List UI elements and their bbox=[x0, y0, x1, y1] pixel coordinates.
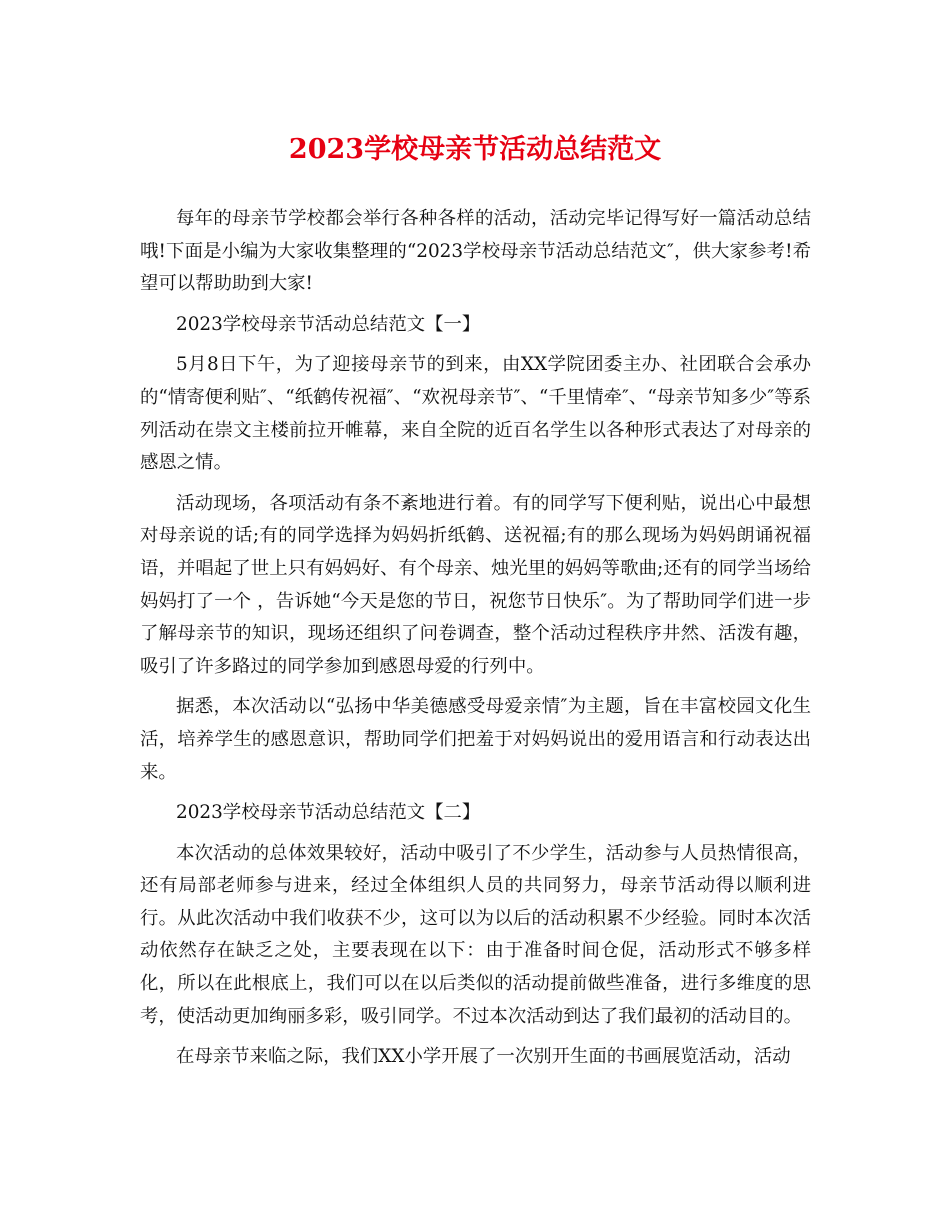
section-1-paragraph-1: 5月8日下午，为了迎接母亲节的到来，由XX学院团委主办、社团联合会承办的“情寄便利贴″、“纸鹤传祝福″、“欢祝母亲节″、“千里情牵″、“母亲节知多少″等系列活动在崇文主楼前拉开帷幕，来自全院的近百名学生以各种形式表达了对母亲的感恩之情。 bbox=[140, 354, 811, 474]
intro-paragraph: 每年的母亲节学校都会举行各种各样的活动，活动完毕记得写好一篇活动总结哦!下面是小编为大家收集整理的“2023学校母亲节活动总结范文″，供大家参考!希望可以帮助助到大家! bbox=[140, 208, 811, 295]
document-body bbox=[140, 203, 811, 1082]
section-2-heading: 2023学校母亲节活动总结范文【二】 bbox=[176, 802, 481, 824]
section-1-paragraph-3: 据悉，本次活动以“弘扬中华美德感受母爱亲情″为主题，旨在丰富校园文化生活，培养学生的感恩意识，帮助同学们把羞于对妈妈说出的爱用语言和行动表达出来。 bbox=[140, 696, 811, 783]
section-1-heading: 2023学校母亲节活动总结范文【一】 bbox=[176, 313, 481, 335]
section-2-paragraph-2: 在母亲节来临之际，我们XX小学开展了一次别开生面的书画展览活动，活动 bbox=[176, 1046, 791, 1068]
document-title: 2023学校母亲节活动总结范文 bbox=[288, 134, 662, 165]
section-2-paragraph-1: 本次活动的总体效果较好，活动中吸引了不少学生，活动参与人员热情很高，还有局部老师参与进来，经过全体组织人员的共同努力，母亲节活动得以顺利进行。从此次活动中我们收获不少，这可以为以后的活动积累不少经验。同时本次活动依然存在缺乏之处，主要表现在以下：由于准备时间仓促，活动形式不够多样化，所以在此根底上，我们可以在以后类似的活动提前做些准备，进行多维度的思考，使活动更加绚丽多彩，吸引同学。不过本次活动到达了我们最初的活动目的。 bbox=[140, 842, 811, 1027]
section-1-paragraph-2: 活动现场，各项活动有条不紊地进行着。有的同学写下便利贴，说出心中最想对母亲说的话;有的同学选择为妈妈折纸鹤、送祝福;有的那么现场为妈妈朗诵祝福语，并唱起了世上只有妈妈好、有个母亲、烛光里的妈妈等歌曲;还有的同学当场给妈妈打了一个 ，告诉她“今天是您的节日，祝您节日快乐″。为了帮助同学们进一步了解母亲节的知识，现场还组织了问卷调查，整个活动过程秩序井然、活泼有趣，吸引了许多路过的同学参加到感恩母爱的行列中。 bbox=[140, 492, 811, 677]
